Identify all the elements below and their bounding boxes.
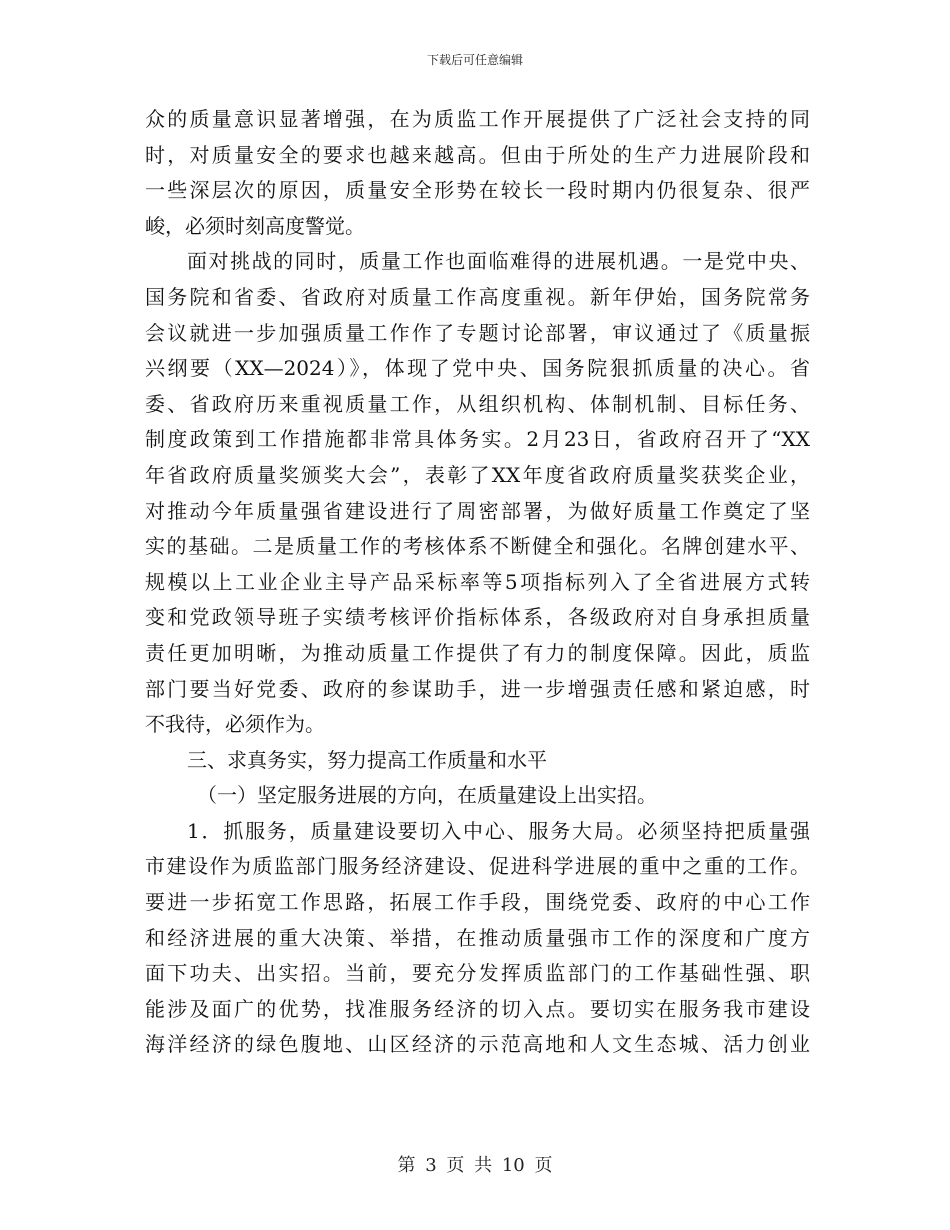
text-line: 一些深层次的原因，质量安全形势在较长一段时期内仍很复杂、很严 (145, 178, 810, 203)
page-number: 第 3 页 共 10 页 (397, 1155, 553, 1176)
text-line: 委、省政府历来重视质量工作，从组织机构、体制机制、目标任务、 (145, 391, 810, 416)
text-line: 年省政府质量奖颁奖大会”，表彰了XX年度省政府质量奖获奖企业， (145, 462, 810, 487)
section-heading: 三、求真务实，努力提高工作质量和水平 (187, 747, 547, 772)
text-line: 众的质量意识显著增强，在为质监工作开展提供了广泛社会支持的同 (145, 107, 810, 131)
text-line: 面下功夫、出实招。当前，要充分发挥质监部门的工作基础性强、职 (145, 961, 810, 986)
text-line: 要进一步拓宽工作思路，拓展工作手段，围绕党委、政府的中心工作 (145, 890, 810, 915)
text-line: 兴纲要（XX—2024）》，体现了党中央、国务院狠抓质量的决心。省 (145, 356, 810, 381)
text-line: 制度政策到工作措施都非常具体务实。2月23日，省政府召开了“XX (145, 427, 810, 452)
text-line: 峻，必须时刻高度警觉。 (145, 213, 365, 238)
text-line: 海洋经济的绿色腹地、山区经济的示范高地和人文生态城、活力创业 (145, 1032, 810, 1057)
subsection-heading: （一）坚定服务进展的方向，在质量建设上出实招。 (197, 783, 657, 808)
text-line: 1．抓服务，质量建设要切入中心、服务大局。必须坚持把质量强 (187, 818, 810, 843)
text-line: 市建设作为质监部门服务经济建设、促进科学进展的重中之重的工作。 (145, 854, 810, 879)
text-line: 面对挑战的同时，质量工作也面临难得的进展机遇。一是党中央、 (187, 249, 810, 274)
text-line: 规模以上工业企业主导产品采标率等5项指标列入了全省进展方式转 (145, 569, 810, 594)
document-body (145, 102, 810, 1063)
text-line: 部门要当好党委、政府的参谋助手，进一步增强责任感和紧迫感，时 (145, 676, 810, 701)
text-line: 变和党政领导班子实绩考核评价指标体系，各级政府对自身承担质量 (145, 605, 810, 630)
text-line: 能涉及面广的优势，找准服务经济的切入点。要切实在服务我市建设 (145, 996, 810, 1021)
text-line: 实的基础。二是质量工作的考核体系不断健全和强化。名牌创建水平、 (145, 534, 810, 559)
text-line: 对推动今年质量强省建设进行了周密部署，为做好质量工作奠定了坚 (145, 498, 810, 523)
text-line: 责任更加明晰，为推动质量工作提供了有力的制度保障。因此，质监 (145, 640, 810, 665)
text-line: 国务院和省委、省政府对质量工作高度重视。新年伊始，国务院常务 (145, 284, 810, 309)
text-line: 会议就进一步加强质量工作作了专题讨论部署，审议通过了《质量振 (145, 320, 810, 345)
text-line: 不我待，必须作为。 (145, 712, 325, 737)
text-line: 时，对质量安全的要求也越来越高。但由于所处的生产力进展阶段和 (145, 142, 810, 167)
page-header: 下载后可任意编辑 (426, 53, 523, 67)
text-line: 和经济进展的重大决策、举措，在推动质量强市工作的深度和广度方 (145, 925, 810, 950)
